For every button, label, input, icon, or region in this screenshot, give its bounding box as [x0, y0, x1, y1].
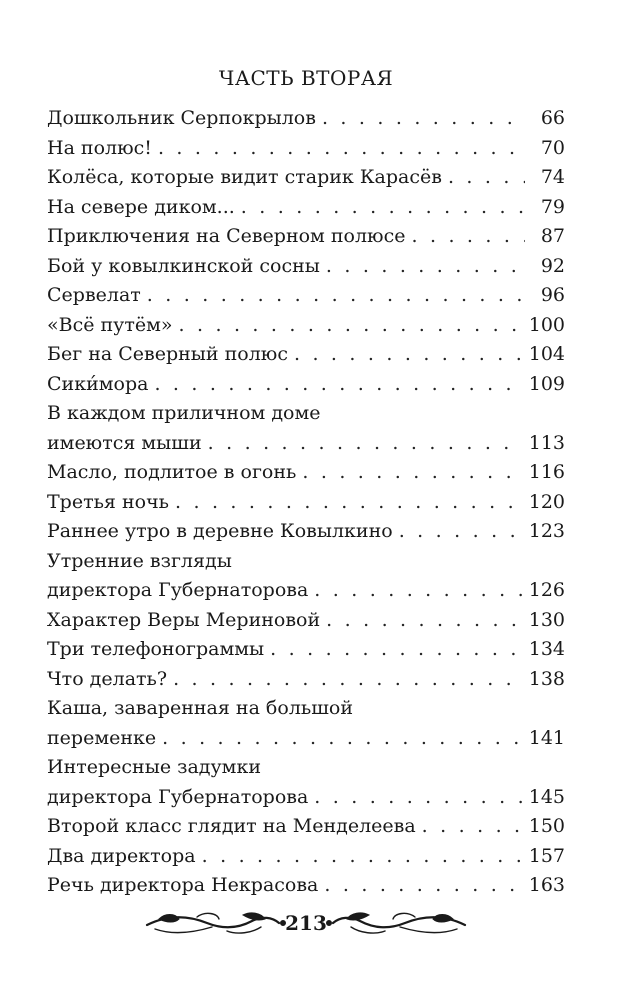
toc-entry	[47, 547, 565, 606]
dot-leader	[324, 871, 522, 901]
dot-leader	[326, 606, 523, 636]
toc-entry-page: 104	[528, 343, 565, 365]
toc-entry	[47, 104, 565, 134]
toc-entry-line	[47, 370, 565, 400]
toc-entry-line	[47, 134, 565, 164]
dot-leader	[147, 281, 525, 311]
toc-entry-page: 138	[528, 667, 565, 690]
toc-entry	[47, 871, 565, 901]
toc-entry-line	[47, 517, 565, 547]
page-number: 213	[285, 911, 327, 935]
toc-entry-page: 123	[528, 520, 565, 542]
dot-leader	[270, 635, 523, 665]
toc-entry-title: Что делать?	[47, 667, 168, 690]
toc-entry-title: Характер Веры Мериновой	[47, 608, 321, 631]
toc-entry-title: Каша, заваренная на большой	[47, 697, 353, 719]
toc-entry-title: На севере диком...	[47, 195, 235, 218]
toc-entry-page: 134	[528, 638, 565, 660]
toc-entry-line	[47, 458, 565, 488]
toc-entry-line	[47, 252, 565, 282]
toc-entry	[47, 340, 565, 370]
toc-entry-page: 79	[540, 195, 565, 218]
dot-leader	[326, 252, 525, 282]
toc-entry-page: 120	[528, 490, 565, 513]
dot-leader	[302, 458, 522, 488]
toc-entry	[47, 606, 565, 636]
dot-leader	[173, 665, 523, 695]
toc-entry-line	[47, 812, 565, 842]
part-title: ЧАСТЬ ВТОРАЯ	[218, 66, 394, 90]
toc-entry-title: Три телефонограммы	[47, 638, 265, 660]
toc-entry	[47, 694, 565, 753]
dot-leader	[175, 488, 523, 518]
toc-entry-title: переменке	[47, 726, 157, 749]
dot-leader	[179, 311, 523, 341]
toc-entry-page: 141	[528, 726, 565, 749]
toc-entry	[47, 252, 565, 282]
page-footer	[47, 905, 565, 941]
toc-entry	[47, 458, 565, 488]
toc-entry-line	[47, 340, 565, 370]
toc-entry	[47, 281, 565, 311]
dot-leader	[422, 812, 523, 842]
toc-entry-title: директора Губернаторова	[47, 579, 309, 601]
toc-entry-title: Дошкольник Серпокрылов	[47, 107, 316, 129]
dot-leader	[399, 517, 523, 547]
toc-entry-title: имеются мыши	[47, 431, 202, 454]
toc-entry-page: 116	[528, 461, 565, 483]
toc-entry-page: 87	[540, 225, 565, 247]
toc-entry-line	[47, 193, 565, 223]
dot-leader	[241, 193, 525, 223]
toc-entry-page: 96	[540, 284, 565, 306]
toc-entry	[47, 517, 565, 547]
toc-entry-page: 109	[528, 372, 565, 395]
toc-entry-line	[47, 547, 565, 577]
toc-entry-page: 163	[528, 874, 565, 896]
toc-entry-line	[47, 783, 565, 813]
toc-entry-title: Второй класс глядит на Менделеева	[47, 815, 416, 837]
toc-entry-page: 100	[528, 313, 565, 336]
toc-entry-line	[47, 281, 565, 311]
toc-entry-page: 126	[528, 579, 565, 601]
toc-entry-title: «Всё путём»	[47, 313, 173, 336]
toc-entry	[47, 753, 565, 812]
dot-leader	[448, 163, 525, 193]
toc-entry-title: Речь директора Некрасова	[47, 874, 319, 896]
dot-leader	[314, 576, 522, 606]
toc-entry-title: Раннее утро в деревне Ковылкино	[47, 520, 393, 542]
toc-entry-title: В каждом приличном доме	[47, 402, 321, 424]
toc-entry	[47, 163, 565, 193]
toc-entry-title: Бег на Северный полюс	[47, 343, 288, 365]
toc-entry-line	[47, 606, 565, 636]
toc-entry-line	[47, 399, 565, 429]
toc-entry-page: 113	[528, 431, 565, 454]
toc-entry-line	[47, 222, 565, 252]
toc-entry	[47, 311, 565, 341]
toc-entry-page: 130	[528, 608, 565, 631]
toc-entry-title: Колёса, которые видит старик Карасёв	[47, 166, 442, 188]
toc-entry	[47, 399, 565, 458]
dot-leader	[208, 429, 523, 459]
toc-entry-title: Третья ночь	[47, 490, 169, 513]
toc-entry	[47, 222, 565, 252]
toc-entry-page: 157	[528, 844, 565, 867]
toc-entry-line	[47, 694, 565, 724]
toc-entry-title: директора Губернаторова	[47, 785, 309, 808]
dot-leader	[154, 370, 522, 400]
toc-entry-line	[47, 163, 565, 193]
toc-entry-title: Сервелат	[47, 284, 141, 306]
toc-entry-line	[47, 871, 565, 901]
toc-entry-page: 92	[540, 254, 565, 277]
toc-entry	[47, 635, 565, 665]
toc-entry	[47, 370, 565, 400]
toc-entry-title: Интересные задумки	[47, 756, 261, 778]
toc-entry-title: Утренние взгляды	[47, 549, 232, 572]
dot-leader	[202, 842, 523, 872]
toc-entry-page: 145	[528, 785, 565, 808]
dot-leader	[411, 222, 525, 252]
toc-entry-line	[47, 842, 565, 872]
dot-leader	[322, 104, 525, 134]
toc-entry-page: 74	[540, 166, 565, 188]
toc-entry	[47, 193, 565, 223]
toc-entry-line	[47, 724, 565, 754]
toc-entry-line	[47, 104, 565, 134]
dot-leader	[162, 724, 523, 754]
toc-entry-title: Приключения на Северном полюсе	[47, 225, 406, 247]
toc-entry-line	[47, 665, 565, 695]
toc-entry-line	[47, 576, 565, 606]
toc-entry-page: 70	[540, 136, 565, 159]
toc-entry	[47, 488, 565, 518]
toc-entry	[47, 665, 565, 695]
toc-entry-title: Два директора	[47, 844, 196, 867]
dot-leader	[294, 340, 523, 370]
toc-entry-page: 150	[528, 815, 565, 837]
toc-entry	[47, 812, 565, 842]
toc-entry-line	[47, 429, 565, 459]
toc-entry-title: Сики́мора	[47, 372, 149, 395]
toc-entry-line	[47, 488, 565, 518]
dot-leader	[314, 783, 522, 813]
toc-entry-page: 66	[540, 107, 565, 129]
toc-entry-line	[47, 753, 565, 783]
toc-entry-title: На полюс!	[47, 136, 152, 159]
book-page	[47, 0, 565, 1000]
toc-entry-line	[47, 635, 565, 665]
table-of-contents	[47, 104, 565, 901]
toc-entry	[47, 134, 565, 164]
dot-leader	[158, 134, 525, 164]
toc-entry-title: Бой у ковылкинской сосны	[47, 254, 320, 277]
toc-entry-title: Масло, подлитое в огонь	[47, 461, 297, 483]
toc-entry	[47, 842, 565, 872]
toc-entry-line	[47, 311, 565, 341]
